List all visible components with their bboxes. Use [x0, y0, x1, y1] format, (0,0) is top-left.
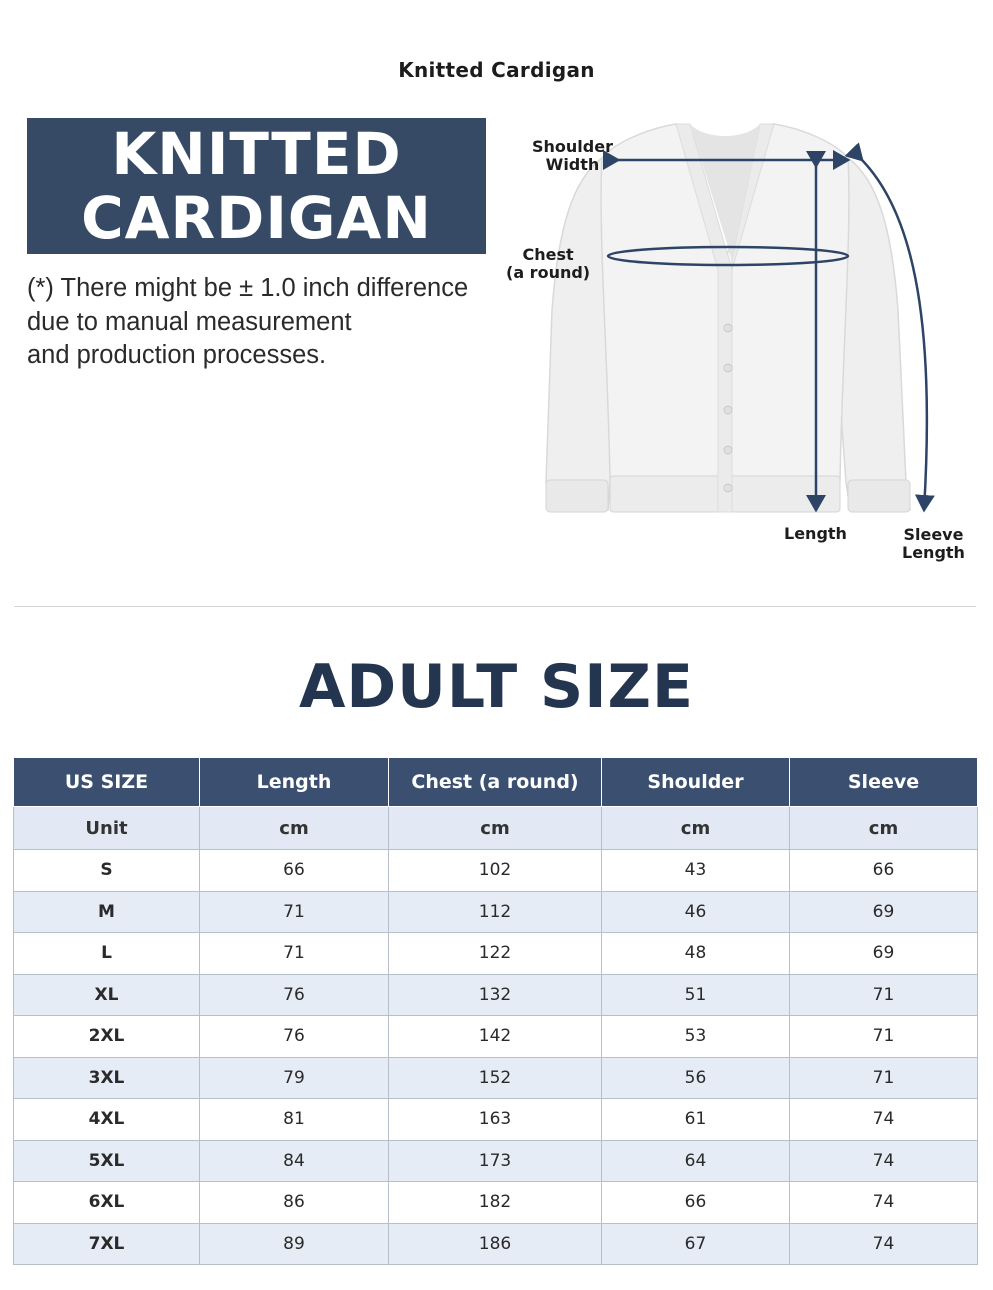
page-title: Knitted Cardigan — [398, 58, 595, 82]
shoulder-cell: 64 — [602, 1140, 790, 1182]
chest-cell: 152 — [389, 1057, 602, 1099]
header-shoulder: Shoulder — [602, 758, 790, 807]
size-cell: 2XL — [14, 1016, 200, 1058]
chest-cell: 173 — [389, 1140, 602, 1182]
size-cell: 5XL — [14, 1140, 200, 1182]
size-chart-table — [13, 757, 978, 1265]
sleeve-cell: 74 — [790, 1140, 978, 1182]
cardigan-diagram — [490, 110, 980, 580]
shoulder-width-label — [532, 138, 613, 174]
sleeve-cell: 69 — [790, 891, 978, 933]
unit-cell: cm — [389, 807, 602, 850]
size-cell: 3XL — [14, 1057, 200, 1099]
shoulder-label-line-2: Width — [545, 155, 600, 174]
table-row — [14, 891, 978, 933]
size-cell: 6XL — [14, 1182, 200, 1224]
length-cell: 81 — [200, 1099, 389, 1141]
shoulder-label-line-1: Shoulder — [532, 137, 613, 156]
shoulder-cell: 66 — [602, 1182, 790, 1224]
section-title: ADULT SIZE — [298, 652, 695, 722]
length-cell: 71 — [200, 933, 389, 975]
table-row — [14, 1223, 978, 1265]
size-cell: XL — [14, 974, 200, 1016]
length-cell: 71 — [200, 891, 389, 933]
banner-line-2: CARDIGAN — [81, 184, 432, 252]
chest-cell: 186 — [389, 1223, 602, 1265]
table-row — [14, 850, 978, 892]
shoulder-cell: 61 — [602, 1099, 790, 1141]
sleeve-cell: 74 — [790, 1182, 978, 1224]
header-us-size: US SIZE — [14, 758, 200, 807]
shoulder-cell: 43 — [602, 850, 790, 892]
size-cell: 4XL — [14, 1099, 200, 1141]
table-header-row — [14, 758, 978, 807]
section-divider — [14, 606, 976, 607]
chest-cell: 132 — [389, 974, 602, 1016]
chest-label — [506, 246, 590, 282]
measurement-note — [27, 272, 497, 373]
header-length: Length — [200, 758, 389, 807]
sleeve-length-label — [902, 526, 965, 562]
length-cell: 86 — [200, 1182, 389, 1224]
chest-label-line-1: Chest — [522, 245, 574, 264]
size-cell: 7XL — [14, 1223, 200, 1265]
banner-line-1: KNITTED — [111, 120, 402, 188]
table-row — [14, 1099, 978, 1141]
shoulder-cell: 67 — [602, 1223, 790, 1265]
chest-cell: 112 — [389, 891, 602, 933]
chest-cell: 182 — [389, 1182, 602, 1224]
sleeve-cell: 69 — [790, 933, 978, 975]
length-cell: 66 — [200, 850, 389, 892]
unit-cell: Unit — [14, 807, 200, 850]
table-row — [14, 1057, 978, 1099]
header-chest: Chest (a round) — [389, 758, 602, 807]
sleeve-cell: 71 — [790, 1057, 978, 1099]
sleeve-label-line-2: Length — [902, 543, 965, 562]
product-banner — [27, 118, 486, 254]
cardigan-illustration — [490, 110, 980, 580]
chest-cell: 142 — [389, 1016, 602, 1058]
unit-cell: cm — [790, 807, 978, 850]
table-row — [14, 1182, 978, 1224]
sleeve-label-line-1: Sleeve — [903, 525, 964, 544]
size-cell: L — [14, 933, 200, 975]
unit-cell: cm — [200, 807, 389, 850]
note-line-3: and production processes. — [27, 341, 327, 369]
length-cell: 76 — [200, 974, 389, 1016]
unit-row — [14, 807, 978, 850]
sleeve-cell: 74 — [790, 1099, 978, 1141]
length-cell: 79 — [200, 1057, 389, 1099]
shoulder-cell: 51 — [602, 974, 790, 1016]
size-cell: S — [14, 850, 200, 892]
table-row — [14, 1140, 978, 1182]
length-label: Length — [784, 524, 847, 543]
shoulder-cell: 56 — [602, 1057, 790, 1099]
shoulder-cell: 48 — [602, 933, 790, 975]
sleeve-cell: 74 — [790, 1223, 978, 1265]
length-cell: 84 — [200, 1140, 389, 1182]
chest-cell: 163 — [389, 1099, 602, 1141]
shoulder-cell: 53 — [602, 1016, 790, 1058]
unit-cell: cm — [602, 807, 790, 850]
length-cell: 76 — [200, 1016, 389, 1058]
note-line-1: (*) There might be ± 1.0 inch difference — [27, 274, 469, 302]
length-cell: 89 — [200, 1223, 389, 1265]
table-row — [14, 974, 978, 1016]
chest-label-line-2: (a round) — [506, 263, 591, 282]
header-sleeve: Sleeve — [790, 758, 978, 807]
sleeve-cell: 71 — [790, 974, 978, 1016]
chest-cell: 122 — [389, 933, 602, 975]
table-row — [14, 1016, 978, 1058]
sleeve-cell: 66 — [790, 850, 978, 892]
size-cell: M — [14, 891, 200, 933]
table-row — [14, 933, 978, 975]
sleeve-cell: 71 — [790, 1016, 978, 1058]
shoulder-cell: 46 — [602, 891, 790, 933]
note-line-2: due to manual measurement — [27, 307, 352, 336]
chest-cell: 102 — [389, 850, 602, 892]
